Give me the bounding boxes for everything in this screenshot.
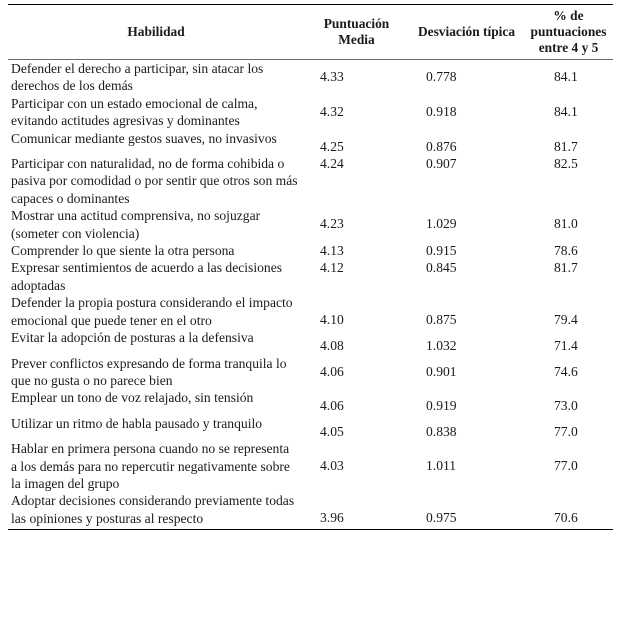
sd-cell: 0.875 bbox=[426, 312, 457, 328]
sd-cell: 0.907 bbox=[426, 156, 457, 172]
skill-cell: Mostrar una actitud comprensiva, no sojuzgar (someter con violencia) bbox=[11, 208, 261, 241]
skill-cell: Utilizar un ritmo de habla pausado y tranquilo bbox=[11, 415, 263, 431]
pct-cell: 81.7 bbox=[554, 260, 578, 276]
skill-cell: Defender el derecho a participar, sin atacar los derechos de los demás bbox=[11, 61, 264, 94]
skill-cell: Expresar sentimientos de acuerdo a las decisiones adoptadas bbox=[11, 260, 283, 293]
skill-cell: Hablar en primera persona cuando no se representa a los demás para no repercutir negativamente sobre la imagen del grupo bbox=[11, 441, 290, 491]
pct-cell: 84.1 bbox=[554, 69, 578, 84]
sd-cell: 0.975 bbox=[426, 510, 457, 526]
sd-cell: 0.915 bbox=[426, 243, 457, 259]
table-row bbox=[8, 355, 613, 390]
sd-cell: 0.918 bbox=[426, 103, 457, 119]
sd-cell: 0.901 bbox=[426, 363, 457, 379]
header-skill: Habilidad bbox=[8, 5, 304, 60]
mean-cell: 4.12 bbox=[320, 260, 344, 276]
mean-cell: 4.06 bbox=[320, 398, 344, 414]
pct-cell: 70.6 bbox=[554, 510, 578, 526]
sd-cell: 0.778 bbox=[426, 69, 457, 84]
skill-cell: Comprender lo que siente la otra persona bbox=[11, 243, 235, 259]
header-pct: % de puntuaciones entre 4 y 5 bbox=[524, 5, 613, 60]
mean-cell: 4.24 bbox=[320, 156, 344, 172]
table-row bbox=[8, 389, 613, 414]
mean-cell: 4.06 bbox=[320, 363, 344, 379]
table-row bbox=[8, 415, 613, 440]
skill-cell: Defender la propia postura considerando el impacto emocional que puede tener en el otro bbox=[11, 295, 293, 328]
pct-cell: 74.6 bbox=[554, 363, 578, 379]
skills-table bbox=[8, 4, 613, 530]
pct-cell: 84.1 bbox=[554, 103, 578, 119]
table-row bbox=[8, 492, 613, 529]
mean-cell: 4.25 bbox=[320, 138, 344, 154]
mean-cell: 4.33 bbox=[320, 69, 344, 84]
table-row bbox=[8, 329, 613, 354]
table-row bbox=[8, 207, 613, 242]
skill-cell: Emplear un tono de voz relajado, sin tensión bbox=[11, 390, 254, 406]
table-row bbox=[8, 294, 613, 329]
pct-cell: 77.0 bbox=[554, 458, 578, 474]
skill-cell: Prever conflictos expresando de forma tranquila lo que no gusta o no parece bien bbox=[11, 355, 287, 388]
sd-cell: 1.032 bbox=[426, 338, 457, 354]
mean-cell: 4.13 bbox=[320, 243, 344, 259]
mean-cell: 3.96 bbox=[320, 510, 344, 526]
mean-cell: 4.23 bbox=[320, 216, 344, 232]
sd-cell: 0.919 bbox=[426, 398, 457, 414]
sd-cell: 0.838 bbox=[426, 423, 457, 439]
mean-cell: 4.08 bbox=[320, 338, 344, 354]
skill-cell: Participar con un estado emocional de calma, evitando actitudes agresivas y dominantes bbox=[11, 95, 258, 129]
table-row bbox=[8, 60, 613, 95]
table-row bbox=[8, 95, 613, 130]
mean-cell: 4.03 bbox=[320, 458, 344, 474]
pct-cell: 81.7 bbox=[554, 138, 578, 154]
sd-cell: 1.011 bbox=[426, 458, 457, 474]
sd-cell: 1.029 bbox=[426, 216, 457, 232]
pct-cell: 79.4 bbox=[554, 312, 578, 328]
sd-cell: 0.845 bbox=[426, 260, 457, 276]
table-row bbox=[8, 440, 613, 492]
table-row bbox=[8, 155, 613, 207]
pct-cell: 77.0 bbox=[554, 423, 578, 439]
table-row bbox=[8, 259, 613, 294]
table-row bbox=[8, 130, 613, 155]
pct-cell: 81.0 bbox=[554, 216, 578, 232]
pct-cell: 78.6 bbox=[554, 243, 578, 259]
header-sd: Desviación típica bbox=[409, 5, 524, 60]
skill-cell: Comunicar mediante gestos suaves, no invasivos bbox=[11, 130, 277, 146]
table-body bbox=[8, 60, 613, 530]
table-header bbox=[8, 5, 613, 60]
mean-cell: 4.32 bbox=[320, 103, 344, 119]
pct-cell: 73.0 bbox=[554, 398, 578, 414]
skill-cell: Participar con naturalidad, no de forma cohibida o pasiva por comodidad o por sentir que otros son más capaces o dominantes bbox=[11, 156, 298, 206]
skill-cell: Evitar la adopción de posturas a la defensiva bbox=[11, 330, 254, 346]
pct-cell: 71.4 bbox=[554, 338, 578, 354]
header-mean: Puntuación Media bbox=[304, 5, 409, 60]
pct-cell: 82.5 bbox=[554, 156, 578, 172]
skill-cell: Adoptar decisiones considerando previamente todas las opiniones y posturas al respecto bbox=[8, 492, 304, 529]
sd-cell: 0.876 bbox=[426, 138, 457, 154]
mean-cell: 4.05 bbox=[320, 423, 344, 439]
mean-cell: 4.10 bbox=[320, 312, 344, 328]
table-row bbox=[8, 242, 613, 259]
